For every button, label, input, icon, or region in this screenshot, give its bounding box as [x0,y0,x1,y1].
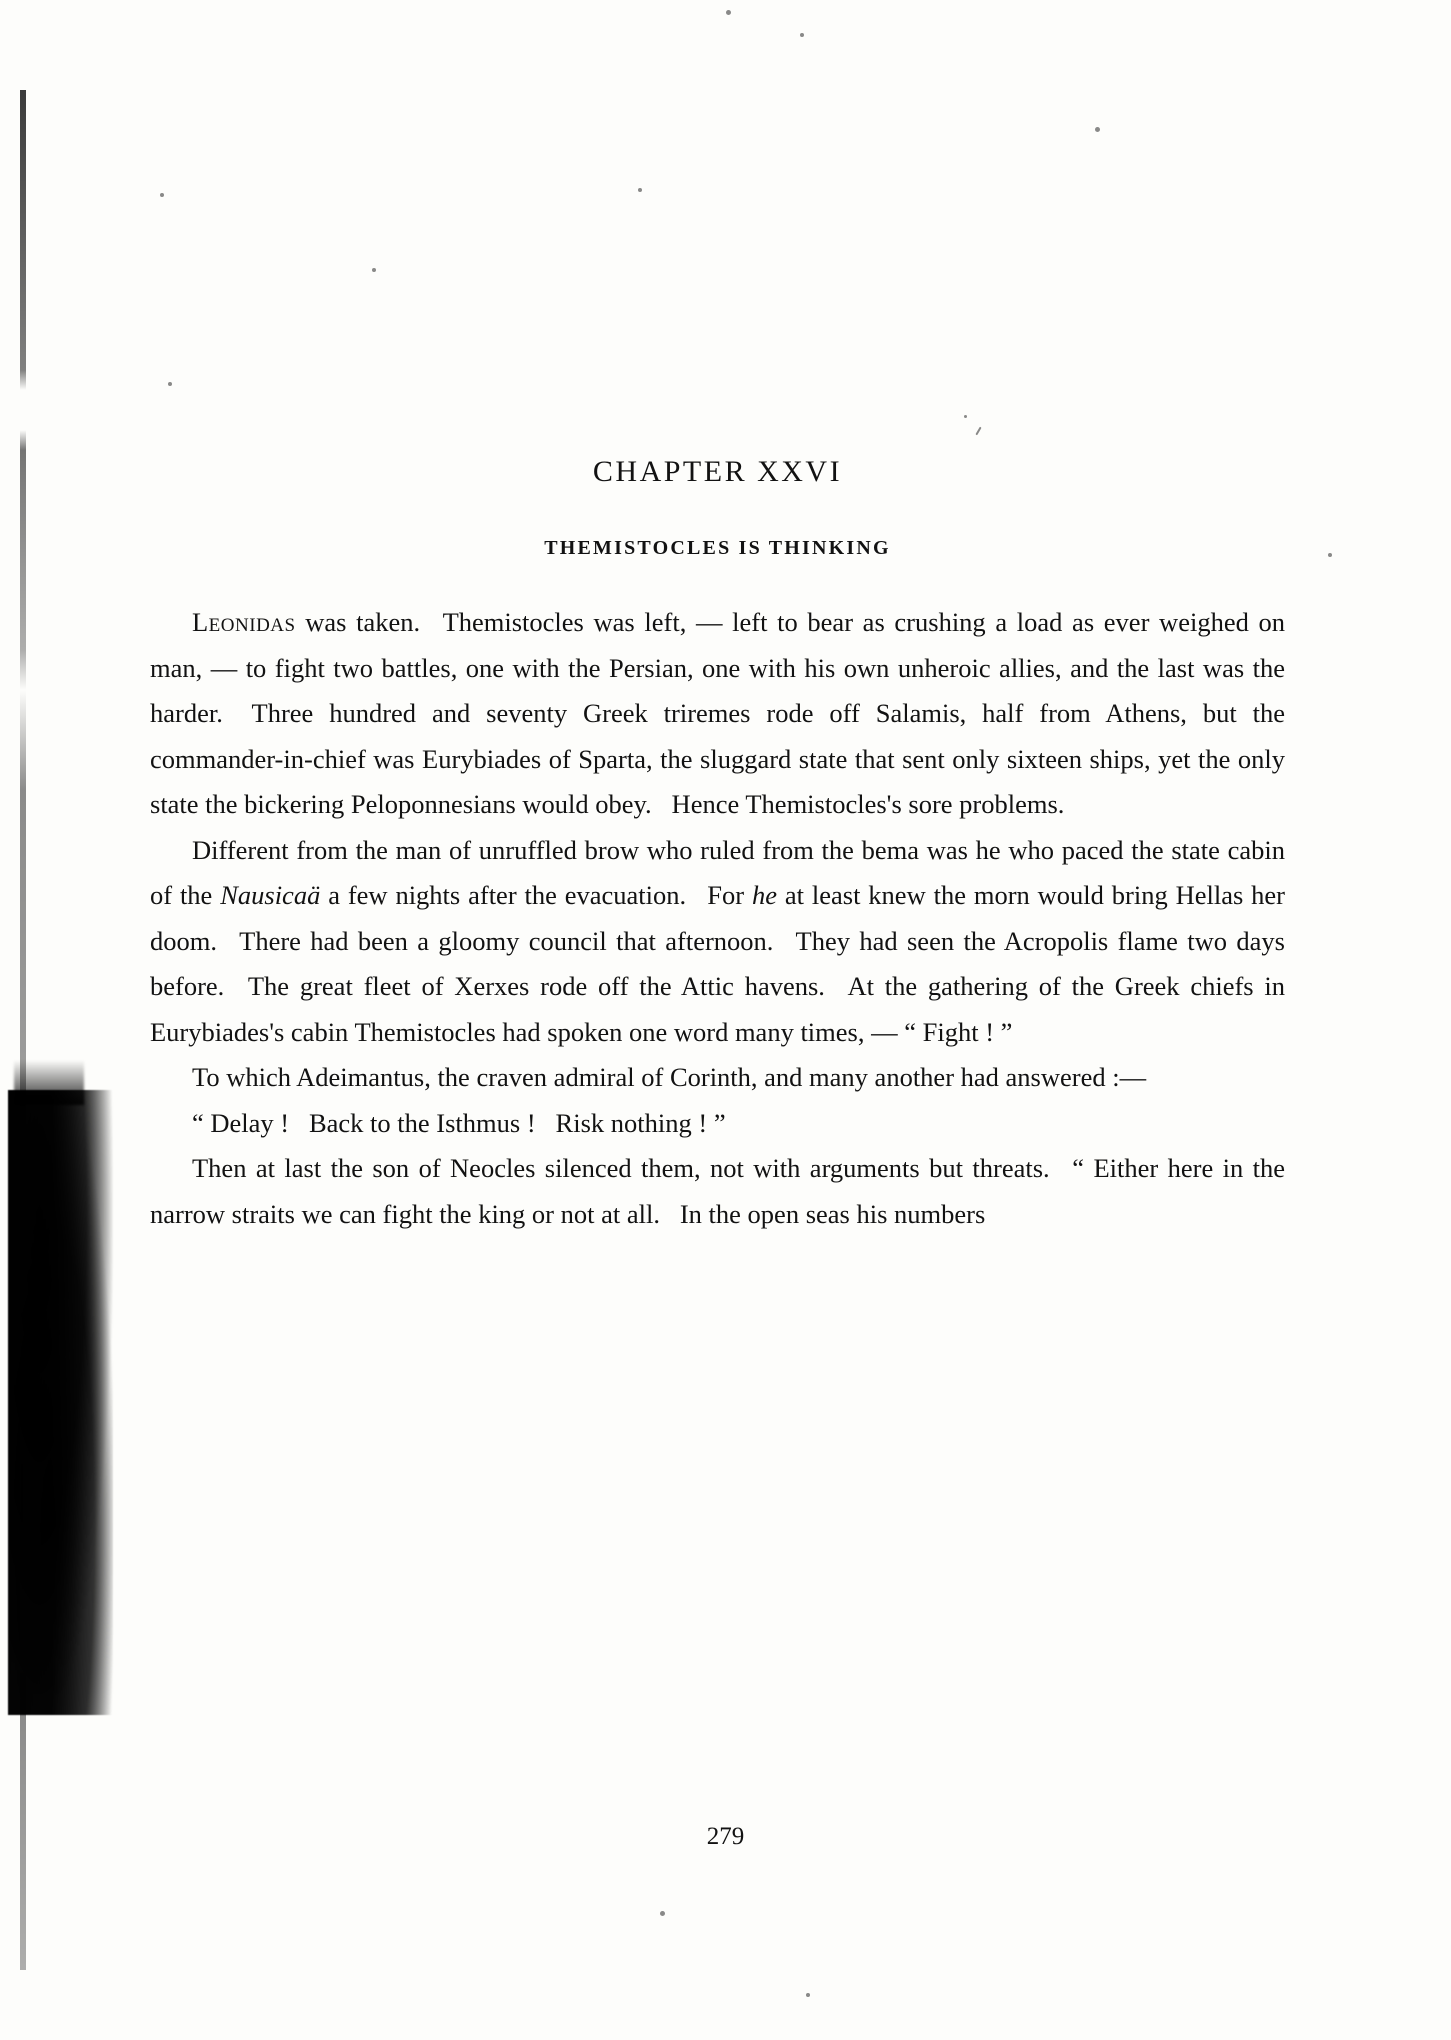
page-speck [1328,553,1332,557]
page-speck [372,268,376,272]
chapter-title: CHAPTER XXVI [592,455,843,488]
page-speck [160,193,164,197]
page-speck [638,188,642,192]
paragraph-2-italic-nausicaa: Nausicaä [220,880,321,910]
paragraph-5: Then at last the son of Neocles silenced them, not with arguments but threats. “ Either here in the narrow straits we can fight the king or not at all. In the open seas his numbers [150,1153,1285,1229]
page-speck [964,415,967,418]
paragraph-2-text-b: a few nights after the evacuation. For [320,880,752,910]
page-speck [168,382,172,386]
page-speck [806,1993,810,1997]
page-speck [726,10,731,15]
paragraph-2-text-c: at least knew the morn would bring Hellas her doom. There had been a gloomy council that afternoon. They had seen the Acropolis flame two days before. The great fleet of Xerxes rode off the Attic havens. At the gathering of the Greek chiefs in Eurybiades's cabin Themistocles had spoken one word many times, — “ Fight ! ” [150,880,1285,1047]
page-text-column [150,455,1285,1237]
paragraph-4-quote: “ Delay ! Back to the Isthmus ! Risk nothing ! ” [192,1107,726,1138]
page-number: 279 [706,1823,745,1850]
page-speck [1095,127,1100,132]
paragraph-2-italic-he: he [751,880,777,910]
chapter-subtitle: THEMISTOCLES IS THINKING [544,537,891,559]
paragraph-1-lead-words: Leonidas [192,607,296,637]
page-speck [800,33,804,37]
paragraph-1-text: was taken. Themistocles was left, — left to bear as crushing a load as ever weighed on man, — to fight two battles, one with the Persian, one with his own unheroic allies, and the last was the harder. Three hundred and seventy Greek triremes rode off Salamis, half from Athens, but the commander-in-chief was Eurybiades of Sparta, the sluggard state that sent only sixteen ships, yet the only state the bickering Peloponnesians would obey. Hence Themistocles's sore problems. [150,607,1285,819]
paragraph-2-text-a: Different from the man of unruffled brow who ruled from the bema was he who paced the state cabin of the [150,834,1285,910]
paragraph-2 [150,828,1285,1056]
scan-ink-blot [8,1090,113,1715]
page-speck [975,427,981,436]
paragraph-3: To which Adeimantus, the craven admiral of Corinth, and many another had answered :— [192,1062,1147,1092]
page-speck [660,1911,665,1916]
paragraph-1 [150,600,1285,828]
